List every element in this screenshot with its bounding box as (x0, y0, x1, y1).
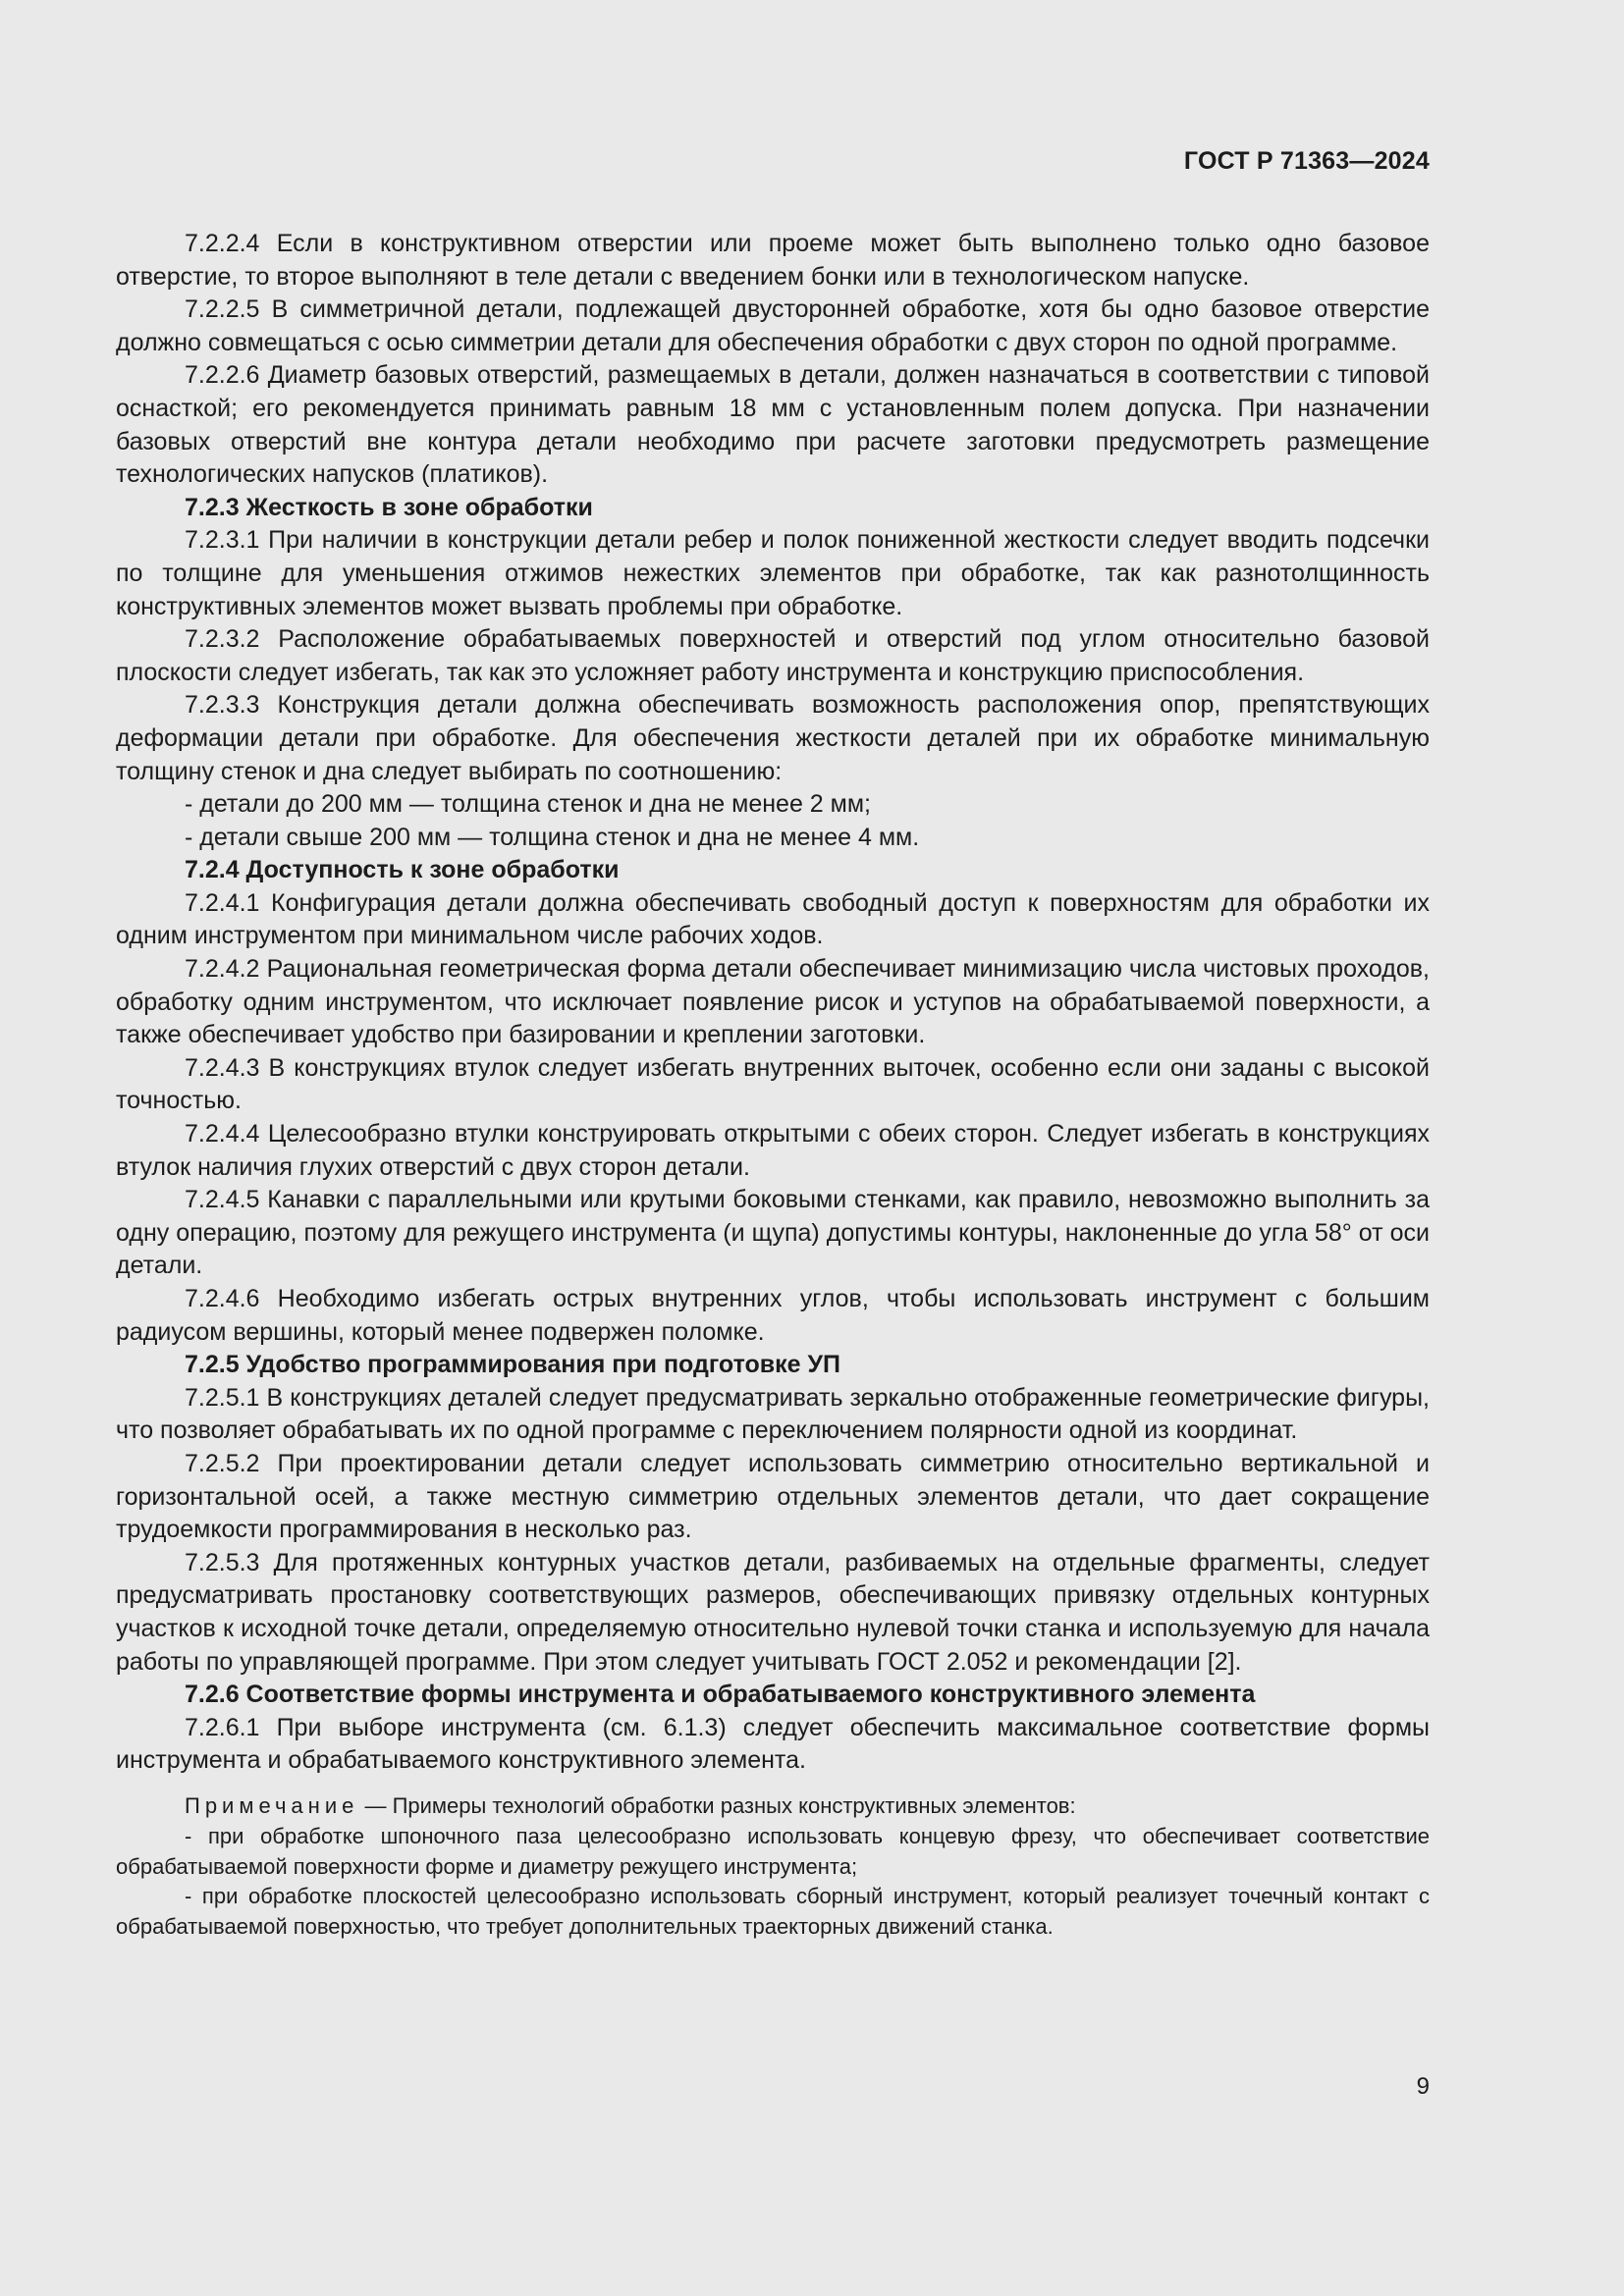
clause-7-2-5-1: 7.2.5.1 В конструкциях деталей следует предусматривать зеркально отображенные геометрические фигуры, что позволяет обрабатывать их по одной программе с переключением полярности одной из координат. (116, 1383, 1430, 1445)
clause-7-2-4-2: 7.2.4.2 Рациональная геометрическая форма детали обеспечивает минимизацию числа чистовых проходов, обработку одним инструментом, что исключает появление рисок и уступов на обрабатываемой поверхности, а также обеспечивает удобство при базировании и креплении заготовки. (116, 955, 1430, 1049)
clause-7-2-5-2: 7.2.5.2 При проектировании детали следует использовать симметрию относительно вертикальной и горизонтальной осей, а также местную симметрию отдельных элементов детали, что дает сокращение трудоемкости программирования в несколько раз. (116, 1449, 1430, 1544)
note-list-item: - при обработке плоскостей целесообразно использовать сборный инструмент, который реализует точечный контакт с обрабатываемой поверхностью, что требует дополнительных траекторных движений станка. (116, 1884, 1430, 1940)
clause-7-2-3-2: 7.2.3.2 Расположение обрабатываемых поверхностей и отверстий под углом относительно базовой плоскости следует избегать, так как это усложняет работу инструмента и конструкцию приспособления. (116, 625, 1430, 686)
clause-7-2-2-4: 7.2.2.4 Если в конструктивном отверстии или проеме может быть выполнено только одно базовое отверстие, то второе выполняют в теле детали с введением бонки или в технологическом напуске. (116, 230, 1430, 291)
note-block (116, 1791, 1430, 1943)
clause-7-2-2-5: 7.2.2.5 В симметричной детали, подлежащей двусторонней обработке, хотя бы одно базовое отверстие должно совмещаться с осью симметрии детали для обеспечения обработки с двух сторон по одной программе. (116, 295, 1430, 356)
list-item: - детали свыше 200 мм — толщина стенок и дна не менее 4 мм. (185, 823, 920, 851)
section-heading-7-2-5: 7.2.5 Удобство программирования при подготовке УП (185, 1351, 841, 1379)
section-heading-7-2-4: 7.2.4 Доступность к зоне обработки (185, 856, 620, 884)
document-code-header: ГОСТ Р 71363—2024 (1183, 147, 1430, 175)
clause-7-2-6-1: 7.2.6.1 При выборе инструмента (см. 6.1.3) следует обеспечить максимальное соответствие формы инструмента и обрабатываемого конструктивного элемента. (116, 1713, 1430, 1775)
note-intro-line (116, 1791, 1430, 1822)
clause-7-2-3-3: 7.2.3.3 Конструкция детали должна обеспечивать возможность расположения опор, препятствующих деформации детали при обработке. Для обеспечения жесткости деталей при их обработке минимальную толщину стенок и дна следует выбирать по соотношению: (116, 691, 1430, 785)
clause-7-2-4-3: 7.2.4.3 В конструкциях втулок следует избегать внутренних выточек, особенно если они заданы с высокой точностью. (116, 1053, 1430, 1115)
clause-7-2-4-5: 7.2.4.5 Канавки с параллельными или крутыми боковыми стенками, как правило, невозможно выполнить за одну операцию, поэтому для режущего инструмента (и щупа) допустимы контуры, наклоненные до угла 58° от оси детали. (116, 1186, 1430, 1280)
section-heading-7-2-3: 7.2.3 Жесткость в зоне обработки (185, 493, 593, 521)
clause-7-2-4-6: 7.2.4.6 Необходимо избегать острых внутренних углов, чтобы использовать инструмент с большим радиусом вершины, который менее подвержен поломке. (116, 1285, 1430, 1346)
note-label: Примечание (185, 1792, 359, 1818)
section-heading-7-2-6: 7.2.6 Соответствие формы инструмента и обрабатываемого конструктивного элемента (185, 1681, 1256, 1709)
clause-7-2-5-3: 7.2.5.3 Для протяженных контурных участков детали, разбиваемых на отдельные фрагменты, следует предусматривать простановку соответствующих размеров, обеспечивающих привязку отдельных контурных участков к исходной точке детали, определяемую относительно нулевой точки станка и используемую для начала работы по управляющей программе. При этом следует учитывать ГОСТ 2.052 и рекомендации [2]. (116, 1548, 1430, 1676)
clause-7-2-2-6: 7.2.2.6 Диаметр базовых отверстий, размещаемых в детали, должен назначаться в соответствии с типовой оснасткой; его рекомендуется принимать равным 18 мм с установленным полем допуска. При назначении базовых отверстий вне контура детали необходимо при расчете заготовки предусмотреть размещение технологических напусков (платиков). (116, 361, 1430, 489)
clause-7-2-4-4: 7.2.4.4 Целесообразно втулки конструировать открытыми с обеих сторон. Следует избегать в конструкциях втулок наличия глухих отверстий с двух сторон детали. (116, 1120, 1430, 1181)
document-body (116, 228, 1430, 1943)
note-list-item: - при обработке шпоночного паза целесообразно использовать концевую фрезу, что обеспечивает соответствие обрабатываемой поверхности форме и диаметру режущего инструмента; (116, 1823, 1430, 1879)
page-number: 9 (1416, 2073, 1430, 2100)
clause-7-2-4-1: 7.2.4.1 Конфигурация детали должна обеспечивать свободный доступ к поверхностям для обработки их одним инструментом при минимальном числе рабочих ходов. (116, 888, 1430, 950)
list-item: - детали до 200 мм — толщина стенок и дна не менее 2 мм; (185, 790, 871, 819)
note-intro: — Примеры технологий обработки разных конструктивных элементов: (358, 1792, 1076, 1818)
clause-7-2-3-1: 7.2.3.1 При наличии в конструкции детали ребер и полок пониженной жесткости следует вводить подсечки по толщине для уменьшения отжимов нежестких элементов при обработке, так как разнотолщинность конструктивных элементов может вызвать проблемы при обработке. (116, 526, 1430, 620)
